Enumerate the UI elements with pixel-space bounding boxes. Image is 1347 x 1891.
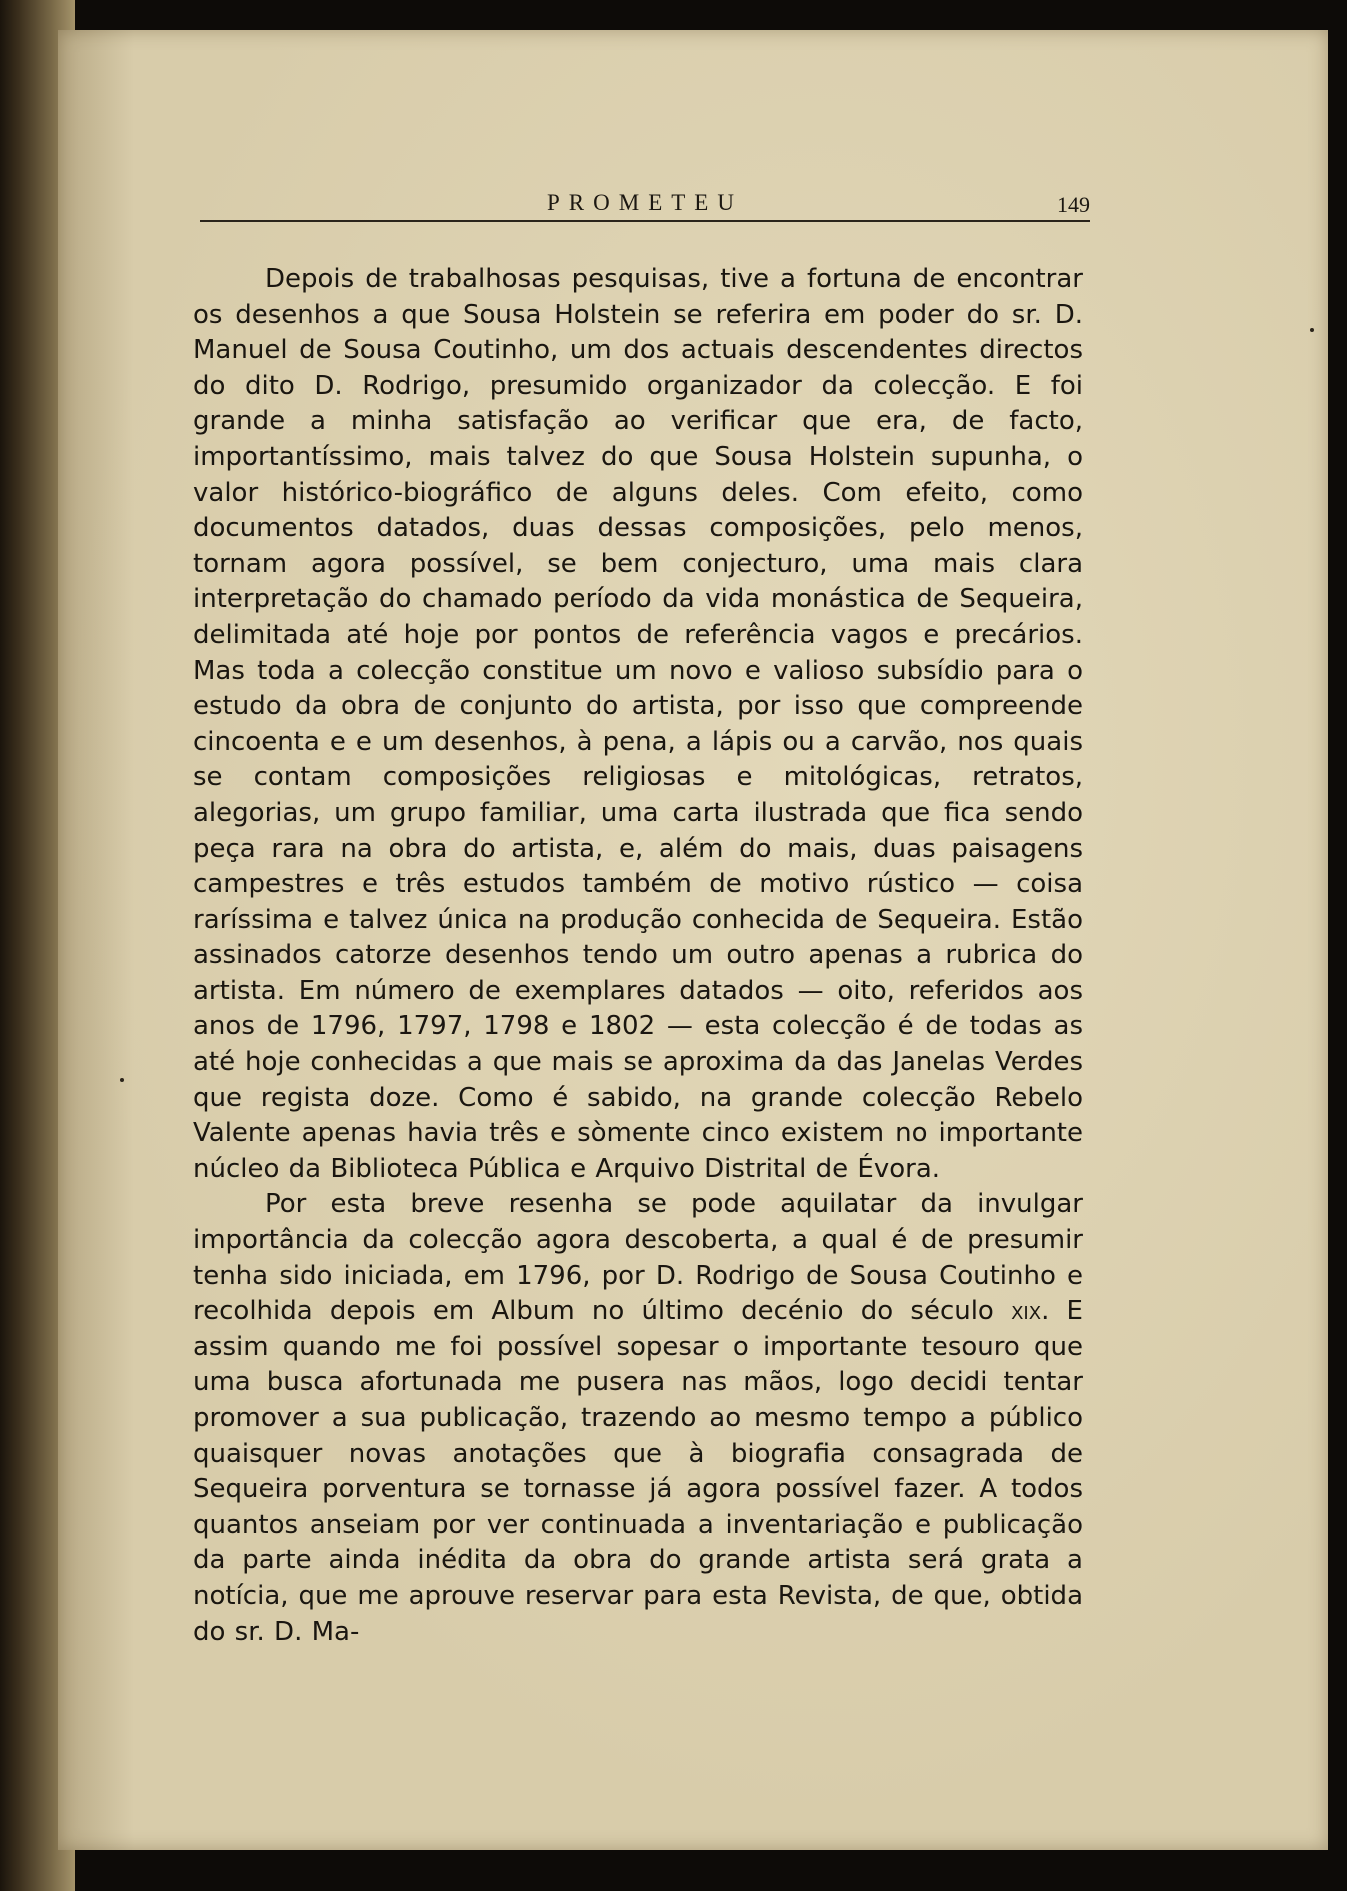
margin-speck [1310, 328, 1314, 332]
paragraph-2 [193, 1187, 1083, 1650]
body-text [193, 262, 1083, 1650]
century-numeral: xix [1011, 1296, 1042, 1327]
running-title: PROMETEU [547, 190, 743, 215]
paragraph-2-text-after: . E assim quando me foi possível sopesar o importante tesouro que uma busca afortunada me pusera nas mãos, logo decidi tentar promover a sua publicação, trazendo ao mesmo tempo a público quaisquer novas anotações que à biografia consagrada de Sequeira porventura se tornasse já agora possível fazer. A todos quantos anseiam por ver continuada a inventariação e publicação da parte ainda inédita da obra do grande artista será grata a notícia, que me aprouve reservar para esta Revista, de que, obtida do sr. D. Ma- [193, 1296, 1083, 1647]
header-rule [200, 220, 1090, 222]
page-number: 149 [1057, 192, 1090, 217]
page-header [200, 186, 1090, 222]
paragraph-2-text-before: Por esta breve resenha se pode aquilatar da invulgar importância da colecção agora descoberta, a qual é de presumir tenha sido iniciada, em 1796, por D. Rodrigo de Sousa Coutinho e recolhida depois em Album no último decénio do século [193, 1189, 1083, 1327]
margin-speck [120, 1078, 124, 1082]
paragraph-1: Depois de trabalhosas pesquisas, tive a fortuna de encontrar os desenhos a que Sousa Holstein se referira em poder do sr. D. Manuel de Sousa Coutinho, um dos actuais descendentes directos do dito D. Rodrigo, presumido organizador da colecção. E foi grande a minha satisfação ao verificar que era, de facto, importantíssimo, mais talvez do que Sousa Holstein supunha, o valor histórico-biográfico de alguns deles. Com efeito, como documentos datados, duas dessas composições, pelo menos, tornam agora possível, se bem conjecturo, uma mais clara interpretação do chamado período da vida monástica de Sequeira, delimitada até hoje por pontos de referência vagos e precários. Mas toda a colecção constitue um novo e valioso subsídio para o estudo da obra de conjunto do artista, por isso que compreende cincoenta e e um desenhos, à pena, a lápis ou a carvão, nos quais se contam composições religiosas e mitológicas, retratos, alegorias, um grupo familiar, uma carta ilustrada que fica sendo peça rara na obra do artista, e, além do mais, duas paisagens campestres e três estudos também de motivo rústico — coisa raríssima e talvez única na produção conhecida de Sequeira. Estão assinados catorze desenhos tendo um outro apenas a rubrica do artista. Em número de exemplares datados — oito, referidos aos anos de 1796, 1797, 1798 e 1802 — esta colecção é de todas as até hoje conhecidas a que mais se aproxima da das Janelas Verdes que regista doze. Como é sabido, na grande colecção Rebelo Valente apenas havia três e sòmente cinco existem no importante núcleo da Biblioteca Pública e Arquivo Distrital de Évora. [193, 264, 1083, 1184]
